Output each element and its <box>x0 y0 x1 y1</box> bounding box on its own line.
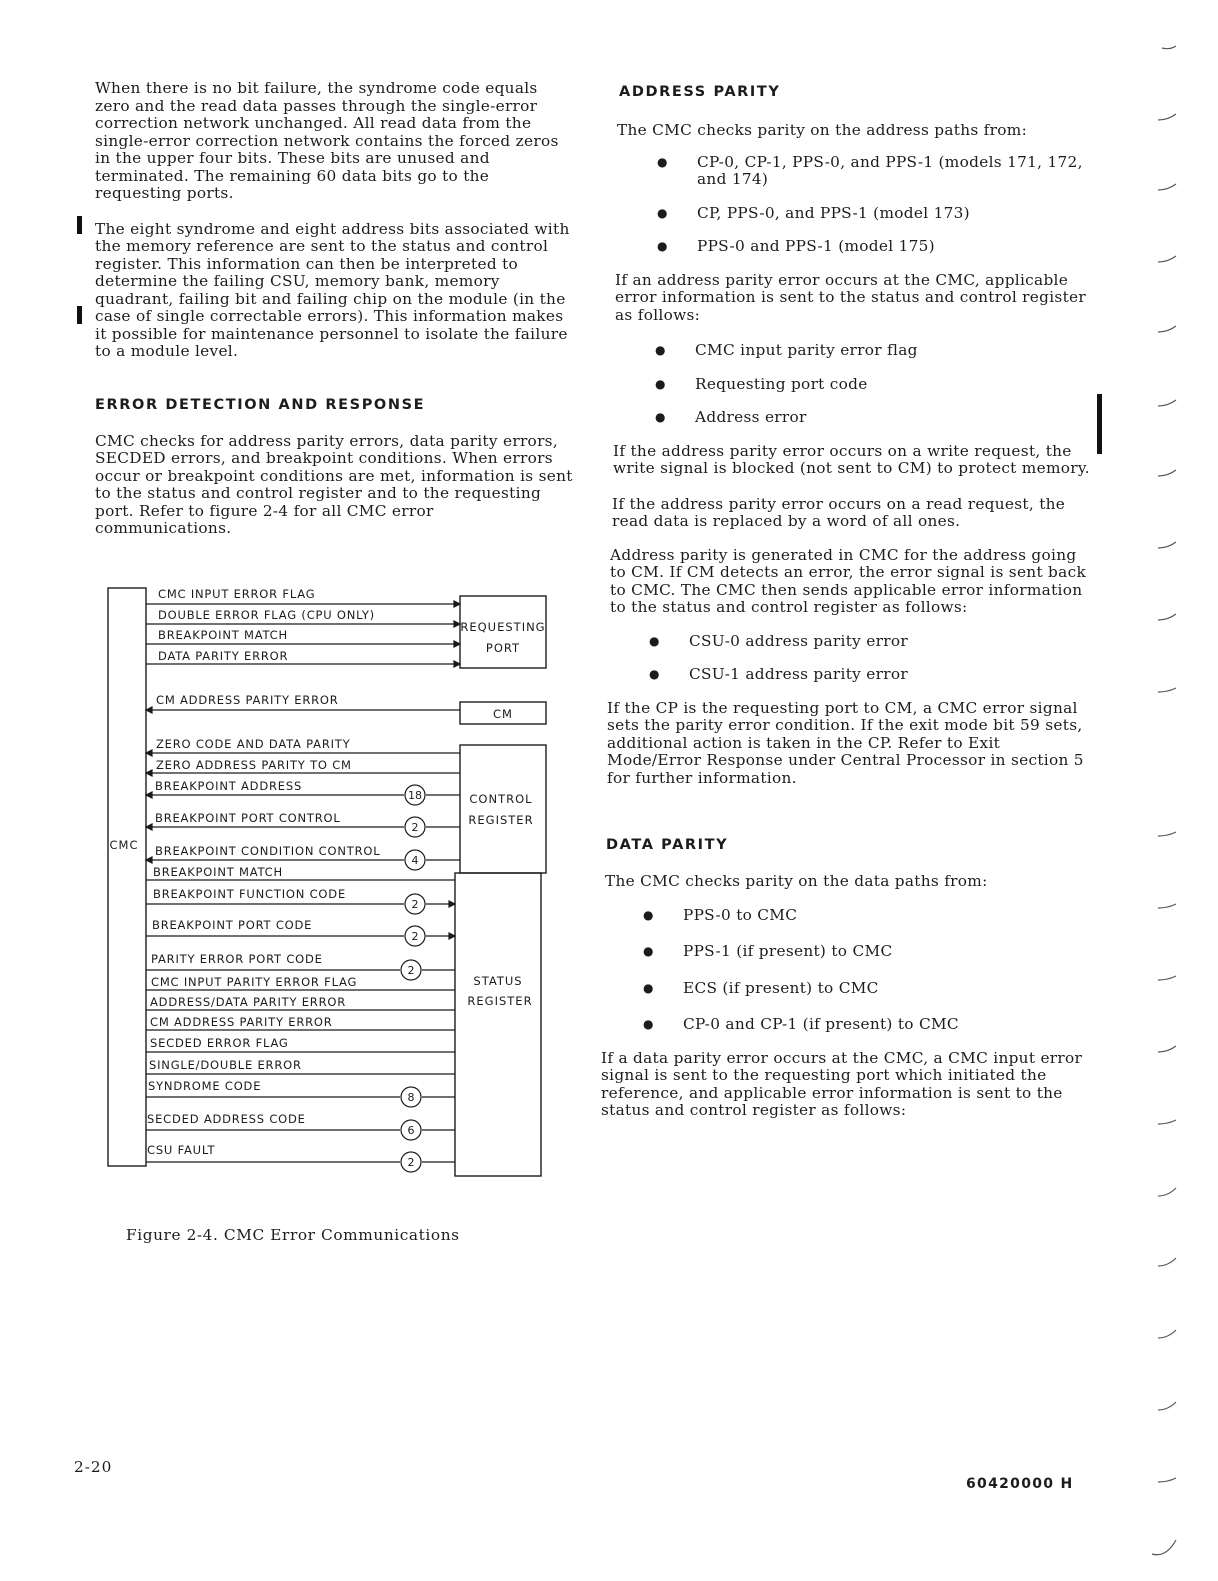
signal-label: SINGLE/DOUBLE ERROR <box>149 1058 302 1072</box>
figure-caption: Figure 2-4. CMC Error Communications <box>126 1226 460 1244</box>
list-item: ● PPS-0 and PPS-1 (model 175) <box>657 238 1095 256</box>
paragraph-write-request: If the address parity error occurs on a write request, the write signal is blocked (not sent to CM) to protect memory. <box>613 441 1090 477</box>
cmc-label: CMC <box>109 838 139 852</box>
list-item: ● CSU-0 address parity error <box>649 633 1095 651</box>
paragraph-address-generation: Address parity is generated in CMC for the address going to CM. If CM detects an error, the error signal is sent back to CMC. The CMC then sends applicable error information to the status and control register as follows: <box>610 545 1087 616</box>
paragraph-data-paths: The CMC checks parity on the data paths from: <box>605 872 988 890</box>
signal-label: CM ADDRESS PARITY ERROR <box>150 1015 333 1029</box>
list-item: ● CSU-1 address parity error <box>649 666 1095 684</box>
left-column <box>95 80 575 538</box>
paragraph-no-bit-failure: When there is no bit failure, the syndrome code equals zero and the read data passes through the single-error correction network unchanged. All read data from the single-error correction network contains the forced zeros in the upper four bits. These bits are unused and terminated. The remaining 60 data bits go to the requesting ports. <box>95 79 559 202</box>
bus-width-label: 2 <box>411 821 419 834</box>
list-item: ● CP-0, CP-1, PPS-0, and PPS-1 (models 171, 172, and 174) <box>657 154 1095 189</box>
csu-error-list <box>649 633 1095 684</box>
list-item: ● PPS-0 to CMC <box>643 907 1095 925</box>
bus-width-label: 18 <box>408 789 422 802</box>
signal-label: BREAKPOINT PORT CONTROL <box>155 811 341 825</box>
bus-width-label: 2 <box>407 1156 415 1169</box>
signal-label: DOUBLE ERROR FLAG (CPU ONLY) <box>158 608 375 622</box>
list-item: ● CP-0 and CP-1 (if present) to CMC <box>643 1016 1095 1034</box>
bus-width-label: 2 <box>411 898 419 911</box>
paragraph-read-request: If the address parity error occurs on a read request, the read data is replaced by a word of all ones. <box>612 494 1066 530</box>
signal-label: BREAKPOINT MATCH <box>153 865 283 879</box>
paragraph-cmc-checks: CMC checks for address parity errors, data parity errors, SECDED errors, and breakpoint conditions. When errors occur or breakpoint conditions are met, information is sent to the status and control register and to the requesting port. Refer to figure 2-4 for all CMC error communications. <box>95 431 573 537</box>
heading-data-parity: DATA PARITY <box>606 837 729 853</box>
change-bar <box>77 306 82 324</box>
bus-width-label: 6 <box>407 1124 415 1137</box>
requesting-port-label: REQUESTING <box>460 620 546 634</box>
signal-label: ADDRESS/DATA PARITY ERROR <box>150 995 347 1009</box>
paragraph-syndrome-bits: The eight syndrome and eight address bits associated with the memory reference are sent to the status and control register. This information can then be interpreted to determine the failing CSU, memory bank, memory quadrant, failing bit and failing chip on the module (in the case of single correctable errors). This information makes it possible for maintenance personnel to isolate the failure to a module level. <box>95 219 570 360</box>
list-item: ● CP, PPS-0, and PPS-1 (model 173) <box>657 205 1095 223</box>
signal-label: CSU FAULT <box>147 1143 216 1157</box>
signal-label: BREAKPOINT MATCH <box>158 628 288 642</box>
document-number: 60420000 H <box>966 1476 1074 1492</box>
signal-label: CM ADDRESS PARITY ERROR <box>156 693 339 707</box>
list-item: ● ECS (if present) to CMC <box>643 980 1095 998</box>
status-register-label: REGISTER <box>467 994 533 1008</box>
signal-label: CMC INPUT PARITY ERROR FLAG <box>151 975 358 989</box>
signal-label: BREAKPOINT CONDITION CONTROL <box>155 844 381 858</box>
signal-label: BREAKPOINT FUNCTION CODE <box>153 887 347 901</box>
signal-label: ZERO ADDRESS PARITY TO CM <box>156 758 352 772</box>
signal-label: CMC INPUT ERROR FLAG <box>158 587 316 601</box>
signal-label: DATA PARITY ERROR <box>158 649 289 663</box>
signal-label: BREAKPOINT PORT CODE <box>152 918 313 932</box>
data-path-list <box>643 907 1095 1034</box>
list-item: ● Address error <box>655 409 1095 427</box>
requesting-port-label: PORT <box>485 641 521 655</box>
signal-label: SYNDROME CODE <box>148 1079 262 1093</box>
bus-width-label: 4 <box>411 854 419 867</box>
list-item: ● Requesting port code <box>655 376 1095 394</box>
paragraph-data-parity-error: If a data parity error occurs at the CMC, a CMC input error signal is sent to the requesting port which initiated the reference, and applicable error information is sent to the status and control register as follows: <box>601 1048 1083 1119</box>
paragraph-address-error-info: If an address parity error occurs at the CMC, applicable error information is sent to the status and control register as follows: <box>615 270 1086 324</box>
paragraph-cp-requesting-port: If the CP is the requesting port to CM, a CMC error signal sets the parity error condition. If the exit mode bit 59 sets, additional action is taken in the CP. Refer to Exit Mode/Error Response under Central Processor in section 5 for further information. <box>607 698 1084 787</box>
list-item: ● CMC input parity error flag <box>655 342 1095 360</box>
paragraph-address-paths: The CMC checks parity on the address paths from: <box>617 121 1028 139</box>
binding-edge-marks <box>1148 0 1188 1581</box>
signal-label: BREAKPOINT ADDRESS <box>155 779 303 793</box>
heading-error-detection: ERROR DETECTION AND RESPONSE <box>95 396 426 413</box>
cmc-error-communications-diagram <box>100 580 560 1180</box>
signal-label: SECDED ADDRESS CODE <box>147 1112 306 1126</box>
control-register-box <box>460 745 546 873</box>
bus-width-label: 8 <box>407 1091 415 1104</box>
list-item: ● PPS-1 (if present) to CMC <box>643 943 1095 961</box>
signal-label: ZERO CODE AND DATA PARITY <box>156 737 351 751</box>
control-register-label: CONTROL <box>469 792 533 806</box>
cm-label: CM <box>493 707 513 721</box>
change-bar <box>1097 394 1102 454</box>
signal-label: SECDED ERROR FLAG <box>150 1036 289 1050</box>
status-register-label: STATUS <box>473 974 523 988</box>
control-register-label: REGISTER <box>468 813 534 827</box>
heading-address-parity: ADDRESS PARITY <box>619 84 781 100</box>
address-error-info-list <box>655 342 1095 427</box>
address-path-list <box>657 154 1095 256</box>
change-bar <box>77 216 82 234</box>
bus-width-label: 2 <box>407 964 415 977</box>
page-number: 2-20 <box>74 1458 113 1476</box>
bus-width-label: 2 <box>411 930 419 943</box>
right-column <box>603 80 1095 1120</box>
cmc-block <box>108 588 146 1166</box>
status-register-box <box>455 873 541 1176</box>
signal-label: PARITY ERROR PORT CODE <box>151 952 323 966</box>
